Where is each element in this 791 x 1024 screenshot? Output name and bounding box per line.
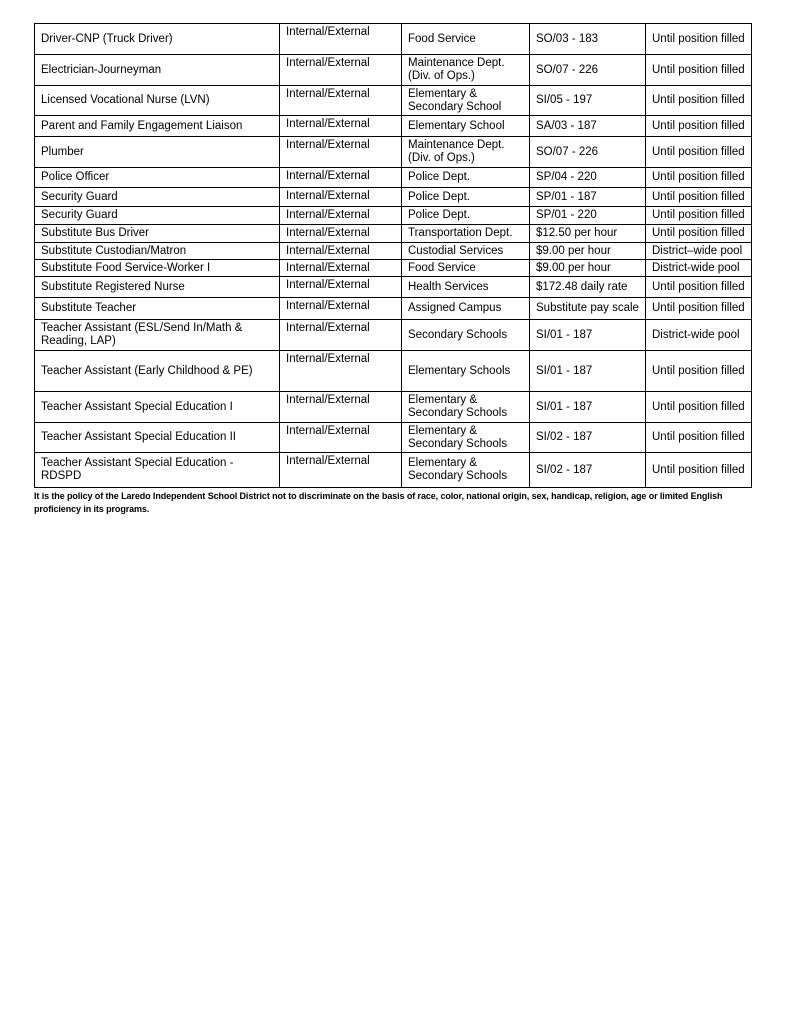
table-row xyxy=(35,453,752,488)
pay-grade: SI/01 - 187 xyxy=(530,351,646,392)
department: Elementary & Secondary Schools xyxy=(402,392,530,423)
pay-grade: SA/03 - 187 xyxy=(530,116,646,137)
department: Custodial Services xyxy=(402,243,530,260)
pay-grade: $9.00 per hour xyxy=(530,243,646,260)
table-row xyxy=(35,423,752,453)
department: Elementary Schools xyxy=(402,351,530,392)
document-page xyxy=(34,23,751,515)
pay-grade: SO/07 - 226 xyxy=(530,55,646,86)
pay-grade: SP/01 - 187 xyxy=(530,188,646,207)
deadline: Until position filled xyxy=(646,392,752,423)
department: Elementary & Secondary Schools xyxy=(402,453,530,488)
pay-grade: Substitute pay scale xyxy=(530,298,646,320)
deadline: Until position filled xyxy=(646,116,752,137)
deadline: Until position filled xyxy=(646,168,752,188)
posting-scope: Internal/External xyxy=(280,423,402,453)
posting-scope: Internal/External xyxy=(280,277,402,298)
nondiscrimination-notice: It is the policy of the Laredo Independent School District not to discriminate on the basis of race, color, national origin, sex, handicap, religion, age or limited English proficiency in its programs. xyxy=(34,491,723,514)
pay-grade: SI/02 - 187 xyxy=(530,453,646,488)
deadline: Until position filled xyxy=(646,207,752,225)
department: Health Services xyxy=(402,277,530,298)
posting-scope: Internal/External xyxy=(280,453,402,488)
job-postings-table xyxy=(34,23,752,488)
department: Assigned Campus xyxy=(402,298,530,320)
posting-scope: Internal/External xyxy=(280,207,402,225)
table-row xyxy=(35,24,752,55)
position-title: Driver-CNP (Truck Driver) xyxy=(35,24,280,55)
pay-grade: SP/01 - 220 xyxy=(530,207,646,225)
table-row xyxy=(35,207,752,225)
deadline: Until position filled xyxy=(646,188,752,207)
posting-scope: Internal/External xyxy=(280,137,402,168)
position-title: Teacher Assistant Special Education - RDSPD xyxy=(35,453,280,488)
posting-scope: Internal/External xyxy=(280,188,402,207)
position-title: Police Officer xyxy=(35,168,280,188)
pay-grade: SP/04 - 220 xyxy=(530,168,646,188)
department: Police Dept. xyxy=(402,207,530,225)
position-title: Teacher Assistant (Early Childhood & PE) xyxy=(35,351,280,392)
department: Police Dept. xyxy=(402,168,530,188)
pay-grade: SI/01 - 187 xyxy=(530,320,646,351)
table-row xyxy=(35,392,752,423)
department: Maintenance Dept. (Div. of Ops.) xyxy=(402,137,530,168)
deadline: Until position filled xyxy=(646,453,752,488)
deadline: District–wide pool xyxy=(646,243,752,260)
table-row xyxy=(35,260,752,277)
pay-grade: $172.48 daily rate xyxy=(530,277,646,298)
position-title: Parent and Family Engagement Liaison xyxy=(35,116,280,137)
table-row xyxy=(35,55,752,86)
department: Elementary & Secondary School xyxy=(402,86,530,116)
position-title: Substitute Bus Driver xyxy=(35,225,280,243)
position-title: Substitute Teacher xyxy=(35,298,280,320)
posting-scope: Internal/External xyxy=(280,320,402,351)
department: Food Service xyxy=(402,260,530,277)
position-title: Substitute Custodian/Matron xyxy=(35,243,280,260)
department: Transportation Dept. xyxy=(402,225,530,243)
posting-scope: Internal/External xyxy=(280,168,402,188)
deadline: Until position filled xyxy=(646,225,752,243)
table-row xyxy=(35,116,752,137)
deadline: Until position filled xyxy=(646,351,752,392)
table-row xyxy=(35,298,752,320)
department: Maintenance Dept. (Div. of Ops.) xyxy=(402,55,530,86)
posting-scope: Internal/External xyxy=(280,243,402,260)
table-row xyxy=(35,188,752,207)
table-row xyxy=(35,137,752,168)
deadline: Until position filled xyxy=(646,423,752,453)
deadline: District-wide pool xyxy=(646,260,752,277)
pay-grade: SI/02 - 187 xyxy=(530,423,646,453)
department: Elementary School xyxy=(402,116,530,137)
pay-grade: $9.00 per hour xyxy=(530,260,646,277)
posting-scope: Internal/External xyxy=(280,392,402,423)
position-title: Teacher Assistant Special Education II xyxy=(35,423,280,453)
department: Elementary & Secondary Schools xyxy=(402,423,530,453)
posting-scope: Internal/External xyxy=(280,225,402,243)
posting-scope: Internal/External xyxy=(280,260,402,277)
pay-grade: $12.50 per hour xyxy=(530,225,646,243)
position-title: Licensed Vocational Nurse (LVN) xyxy=(35,86,280,116)
position-title: Substitute Registered Nurse xyxy=(35,277,280,298)
pay-grade: SO/03 - 183 xyxy=(530,24,646,55)
deadline: Until position filled xyxy=(646,24,752,55)
posting-scope: Internal/External xyxy=(280,55,402,86)
table-row xyxy=(35,225,752,243)
deadline: Until position filled xyxy=(646,277,752,298)
posting-scope: Internal/External xyxy=(280,351,402,392)
position-title: Teacher Assistant Special Education I xyxy=(35,392,280,423)
posting-scope: Internal/External xyxy=(280,298,402,320)
deadline: Until position filled xyxy=(646,137,752,168)
position-title: Teacher Assistant (ESL/Send In/Math & Reading, LAP) xyxy=(35,320,280,351)
department: Food Service xyxy=(402,24,530,55)
posting-scope: Internal/External xyxy=(280,116,402,137)
department: Police Dept. xyxy=(402,188,530,207)
pay-grade: SI/01 - 187 xyxy=(530,392,646,423)
table-row xyxy=(35,243,752,260)
position-title: Security Guard xyxy=(35,188,280,207)
position-title: Plumber xyxy=(35,137,280,168)
deadline: Until position filled xyxy=(646,298,752,320)
pay-grade: SI/05 - 197 xyxy=(530,86,646,116)
deadline: Until position filled xyxy=(646,86,752,116)
table-row xyxy=(35,320,752,351)
posting-scope: Internal/External xyxy=(280,24,402,55)
table-row xyxy=(35,277,752,298)
table-row xyxy=(35,86,752,116)
deadline: Until position filled xyxy=(646,55,752,86)
table-row xyxy=(35,168,752,188)
table-row xyxy=(35,351,752,392)
deadline: District-wide pool xyxy=(646,320,752,351)
position-title: Security Guard xyxy=(35,207,280,225)
department: Secondary Schools xyxy=(402,320,530,351)
position-title: Substitute Food Service-Worker I xyxy=(35,260,280,277)
pay-grade: SO/07 - 226 xyxy=(530,137,646,168)
job-postings-body xyxy=(35,24,752,488)
posting-scope: Internal/External xyxy=(280,86,402,116)
position-title: Electrician-Journeyman xyxy=(35,55,280,86)
